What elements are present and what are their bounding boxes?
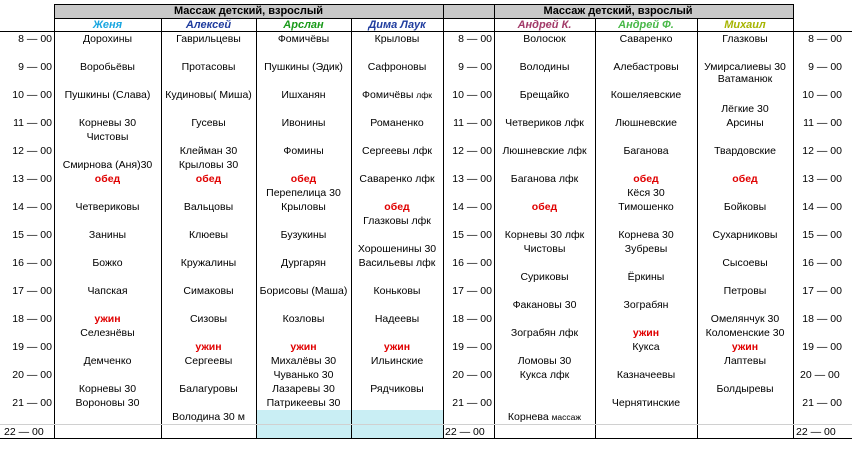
lunch-break: обед: [384, 201, 410, 213]
appointment-cell[interactable]: Смирнова (Аня)30: [62, 159, 153, 171]
appointment-cell[interactable]: Крыловы: [281, 201, 326, 213]
appointment-cell[interactable]: Зограбян лфк: [510, 327, 579, 339]
lunch-break: обед: [633, 173, 659, 185]
appointment-cell[interactable]: Козловы: [282, 313, 325, 325]
appointment-cell[interactable]: Корневы 30: [78, 117, 137, 129]
appointment-cell[interactable]: Сухарниковы: [712, 229, 778, 241]
time-label: 13 — 00: [452, 173, 492, 185]
appointment-cell[interactable]: Рядчиковы: [370, 383, 424, 395]
time-label: 11 — 00: [453, 117, 492, 129]
appointment-cell[interactable]: Надеевы: [374, 313, 420, 325]
time-label: 9 — 00: [458, 61, 492, 73]
appointment-cell[interactable]: Глазковы лфк: [363, 215, 431, 227]
appointment-cell[interactable]: Сысоевы: [722, 257, 768, 269]
appointment-cell[interactable]: Твардовские: [714, 145, 776, 157]
appointment-cell[interactable]: Кружалины: [180, 257, 237, 269]
appointment-cell[interactable]: Люшневские: [615, 117, 677, 129]
appointment-cell[interactable]: Пушкины (Слава): [64, 89, 151, 101]
appointment-cell[interactable]: Баганова лфк: [510, 173, 579, 185]
time-label: 12 — 00: [12, 145, 52, 157]
appointment-cell[interactable]: Гаврильцевы: [176, 33, 241, 45]
dinner-break: ужин: [195, 341, 222, 353]
appointment-cell[interactable]: Вальцовы: [183, 201, 234, 213]
time-label: 12 — 00: [452, 145, 492, 157]
dinner-break: ужин: [290, 341, 317, 353]
appointment-cell[interactable]: Михалёвы 30: [270, 355, 337, 367]
time-label: 18 — 00: [452, 313, 492, 325]
appointment-cell[interactable]: Тимошенко: [618, 201, 674, 213]
appointment-cell[interactable]: Сергеевы лфк: [362, 145, 432, 157]
appointment-cell[interactable]: Романенко: [370, 117, 424, 129]
time-label: 19 — 00: [802, 341, 842, 353]
appointment-cell[interactable]: Люшневские лфк: [502, 145, 587, 157]
time-label: 10 — 00: [802, 89, 842, 101]
time-label: 8 — 00: [458, 33, 492, 45]
appointment-cell[interactable]: Ёркины: [627, 271, 665, 283]
time-label: 15 — 00: [12, 229, 52, 241]
appointment-cell[interactable]: Сизовы: [189, 313, 228, 325]
appointment-cell[interactable]: Умирсалиевы 30: [704, 61, 786, 73]
masseur-aleksey: Алексей: [185, 19, 232, 31]
appointment-cell[interactable]: Божко: [92, 257, 123, 269]
time-label: 15 — 00: [452, 229, 492, 241]
time-label: 13 — 00: [12, 173, 52, 185]
appointment-cell[interactable]: Фомины: [283, 145, 324, 157]
time-label: 9 — 00: [808, 61, 842, 73]
appointment-cell[interactable]: Казначеевы: [616, 369, 676, 381]
appointment-cell[interactable]: Корневы 30: [78, 383, 137, 395]
time-label: 18 — 00: [12, 313, 52, 325]
time-label: 17 — 00: [802, 285, 842, 297]
appointment-cell[interactable]: Брещайко: [519, 89, 570, 101]
time-label: 16 — 00: [802, 257, 842, 269]
appointment-cell[interactable]: Волосюк: [523, 33, 566, 45]
appointment-cell[interactable]: Крыловы: [374, 33, 420, 45]
lunch-break: обед: [195, 173, 222, 185]
time-label: 9 — 00: [18, 61, 52, 73]
appointment-cell[interactable]: [494, 411, 595, 424]
appointment-cell[interactable]: Саваренко: [619, 33, 673, 45]
appointment-cell[interactable]: Факановы 30: [512, 299, 577, 311]
time-label: 14 — 00: [802, 201, 842, 213]
time-label: 17 — 00: [12, 285, 52, 297]
appointment-cell[interactable]: Лаптевы: [723, 355, 767, 367]
time-label: 13 — 00: [802, 173, 842, 185]
appointment-cell[interactable]: Лазаревы 30: [272, 383, 335, 395]
time-label: 14 — 00: [12, 201, 52, 213]
time-label: 22 — 00: [4, 426, 44, 438]
lunch-break: обед: [290, 173, 317, 185]
dinner-break: ужин: [632, 327, 660, 339]
masseur-arslan: Арслан: [283, 19, 324, 31]
time-label: 21 — 00: [802, 397, 842, 409]
appointment-cell[interactable]: Пушкины (Эдик): [264, 61, 343, 73]
appointment-cell[interactable]: Суриковы: [520, 271, 569, 283]
appointment-cell[interactable]: Демченко: [83, 355, 132, 367]
appointment-cell[interactable]: Ишханян: [281, 89, 326, 101]
dinner-break: ужин: [731, 341, 759, 353]
appointment-cell[interactable]: Чапская: [87, 285, 128, 297]
dinner-break: ужин: [383, 341, 411, 353]
appointment-cell[interactable]: Борисовы (Маша): [259, 285, 348, 297]
appointment-cell[interactable]: Чернятинские: [611, 397, 681, 409]
time-label: 20 — 00: [452, 369, 492, 381]
appointment-cell[interactable]: Занины: [88, 229, 127, 241]
appointment-cell[interactable]: Лёгкие 30: [721, 103, 769, 115]
appointment-name: Фомичёвы: [362, 89, 414, 101]
appointment-cell[interactable]: Саваренко лфк: [359, 173, 435, 185]
appointment-cell[interactable]: Омелянчук 30: [710, 313, 780, 325]
masseur-andrey-f: Андрей Ф.: [618, 19, 674, 31]
header-right: Массаж детский, взрослый: [443, 4, 793, 18]
appointment-cell[interactable]: Клейман 30: [179, 145, 238, 157]
appointment-cell[interactable]: Володина 30 м: [172, 411, 245, 423]
time-label: 22 — 00: [796, 426, 836, 438]
time-label: 22 — 00: [445, 426, 485, 438]
appointment-cell[interactable]: Крыловы 30: [178, 159, 239, 171]
time-label: 11 — 00: [803, 117, 842, 129]
time-label: 16 — 00: [12, 257, 52, 269]
appointment-cell[interactable]: Глазковы: [722, 33, 768, 45]
lunch-break: обед: [732, 173, 758, 185]
masseur-mikhail: Михаил: [724, 19, 766, 31]
appointment-cell[interactable]: Клюевы: [188, 229, 229, 241]
appointment-cell[interactable]: Сергеевы: [184, 355, 233, 367]
appointment-cell[interactable]: Чистовы: [86, 131, 129, 143]
appointment-cell[interactable]: Четвериков лфк: [505, 117, 584, 129]
time-label: 8 — 00: [808, 33, 842, 45]
appointment-cell[interactable]: Кукса: [632, 341, 660, 353]
time-label: 10 — 00: [12, 89, 52, 101]
appointment-cell[interactable]: Перепелица 30: [266, 187, 341, 199]
appointment-cell[interactable]: Корнева 30: [618, 229, 674, 241]
time-label: 8 — 00: [18, 33, 52, 45]
appointment-cell[interactable]: Хорошенины 30: [357, 243, 437, 255]
appointment-cell[interactable]: Дорохины: [82, 33, 133, 45]
time-label: 18 — 00: [802, 313, 842, 325]
appointment-cell[interactable]: Коломенские 30: [705, 327, 785, 339]
appointment-cell[interactable]: Ватаманюк: [717, 73, 773, 85]
appointment-cell[interactable]: Петровы: [723, 285, 767, 297]
appointment-cell[interactable]: Дургарян: [281, 257, 326, 269]
appointment-cell[interactable]: Зограбян: [623, 299, 669, 311]
appointment-cell[interactable]: Чистовы: [523, 243, 566, 255]
appointment-cell[interactable]: Селезнёвы: [80, 327, 135, 339]
appointment-cell[interactable]: Фомичёвы: [277, 33, 330, 45]
appointment-cell[interactable]: Бойковы: [723, 201, 767, 213]
masseur-zhenya: Женя: [92, 19, 123, 31]
appointment-cell[interactable]: Симаковы: [183, 285, 234, 297]
time-label: 17 — 00: [452, 285, 492, 297]
time-label: 19 — 00: [452, 341, 492, 353]
masseur-dima: Дима Лаук: [368, 19, 426, 31]
appointment-cell[interactable]: Зубревы: [624, 243, 668, 255]
appointment-cell[interactable]: Баганова: [623, 145, 669, 157]
appointment-cell[interactable]: Протасовы: [181, 61, 236, 73]
time-label: 16 — 00: [452, 257, 492, 269]
time-label: 11 — 00: [13, 117, 52, 129]
appointment-note: лфк: [416, 90, 432, 100]
appointment-cell[interactable]: Арсины: [726, 117, 764, 129]
appointment-cell[interactable]: Балагуровы: [179, 383, 238, 395]
appointment-cell[interactable]: Кошеляевские: [610, 89, 682, 101]
time-label: 20 — 00: [800, 369, 840, 381]
lunch-break: обед: [531, 201, 558, 213]
appointment-cell[interactable]: Ломовы 30: [517, 355, 572, 367]
appointment-cell[interactable]: Четвериковы: [75, 201, 140, 213]
lunch-break: обед: [94, 173, 121, 185]
appointment-cell[interactable]: Воробьёвы: [80, 61, 135, 73]
appointment-cell[interactable]: Кёся 30: [627, 187, 665, 199]
appointment-cell[interactable]: Вороновы 30: [75, 397, 140, 409]
appointment-cell[interactable]: Кукса лфк: [519, 369, 570, 381]
time-label: 10 — 00: [452, 89, 492, 101]
appointment-cell[interactable]: Ивонины: [281, 117, 326, 129]
time-label: 14 — 00: [452, 201, 492, 213]
appointment-cell[interactable]: Бузукины: [280, 229, 327, 241]
appointment-cell[interactable]: Патрикеевы 30: [266, 397, 341, 409]
appointment-cell[interactable]: Алебастровы: [613, 61, 679, 73]
time-label: 12 — 00: [802, 145, 842, 157]
masseur-andrey-k: Андрей К.: [517, 19, 572, 31]
appointment-name: Корнева: [507, 411, 549, 423]
appointment-cell[interactable]: Корневы 30 лфк: [504, 229, 585, 241]
appointment-cell[interactable]: Болдыревы: [716, 383, 774, 395]
appointment-cell[interactable]: Васильевы лфк: [358, 257, 436, 269]
dinner-break: ужин: [94, 313, 121, 325]
time-label: 21 — 00: [452, 397, 492, 409]
time-label: 15 — 00: [802, 229, 842, 241]
time-label: 20 — 00: [12, 369, 52, 381]
appointment-cell[interactable]: Володины: [519, 61, 570, 73]
appointment-cell[interactable]: Ильинские: [370, 355, 424, 367]
appointment-cell[interactable]: Коньковы: [373, 285, 421, 297]
time-label: 19 — 00: [12, 341, 52, 353]
appointment-cell[interactable]: Чуванько 30: [273, 369, 334, 381]
time-label: 21 — 00: [12, 397, 52, 409]
appointment-cell[interactable]: Сафроновы: [367, 61, 427, 73]
appointment-note: массаж: [551, 412, 582, 422]
appointment-cell[interactable]: Гусевы: [191, 117, 226, 129]
appointment-cell[interactable]: Кудиновы( Миша): [165, 89, 252, 101]
appointment-cell[interactable]: [351, 89, 443, 102]
header-left: Массаж детский, взрослый: [54, 4, 443, 18]
